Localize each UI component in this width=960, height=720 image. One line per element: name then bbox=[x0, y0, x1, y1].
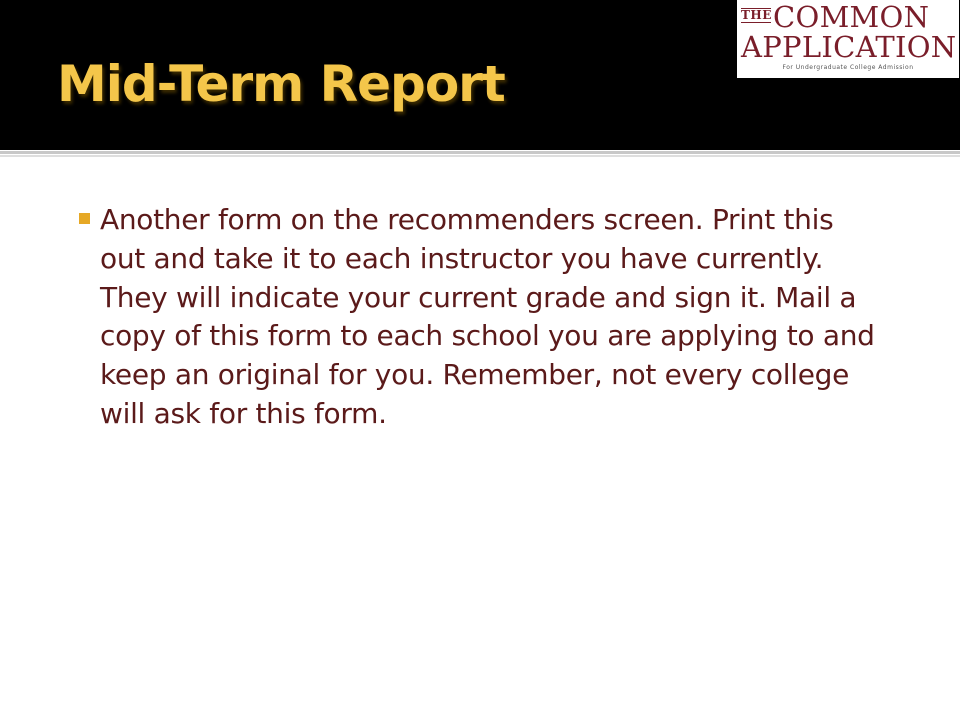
divider-line-secondary bbox=[0, 155, 960, 157]
logo-tagline: For Undergraduate College Admission bbox=[782, 64, 914, 71]
slide-title: Mid-Term Report bbox=[57, 55, 505, 113]
logo-the-text: THE bbox=[741, 8, 772, 22]
bullet-text: Another form on the recommenders screen. Print this out and take it to each instructor you have currently. They will indicate your current grade and sign it. Mail a copy of this form to each school you are applying to and keep an original for you. Remember, not every college will ask for this form. bbox=[100, 203, 875, 430]
common-application-logo bbox=[737, 0, 959, 78]
logo-line-2: APPLICATION bbox=[741, 30, 957, 64]
divider-line bbox=[0, 151, 960, 154]
logo-line-1: COMMON bbox=[773, 0, 930, 34]
bullet-square-icon bbox=[79, 213, 90, 224]
